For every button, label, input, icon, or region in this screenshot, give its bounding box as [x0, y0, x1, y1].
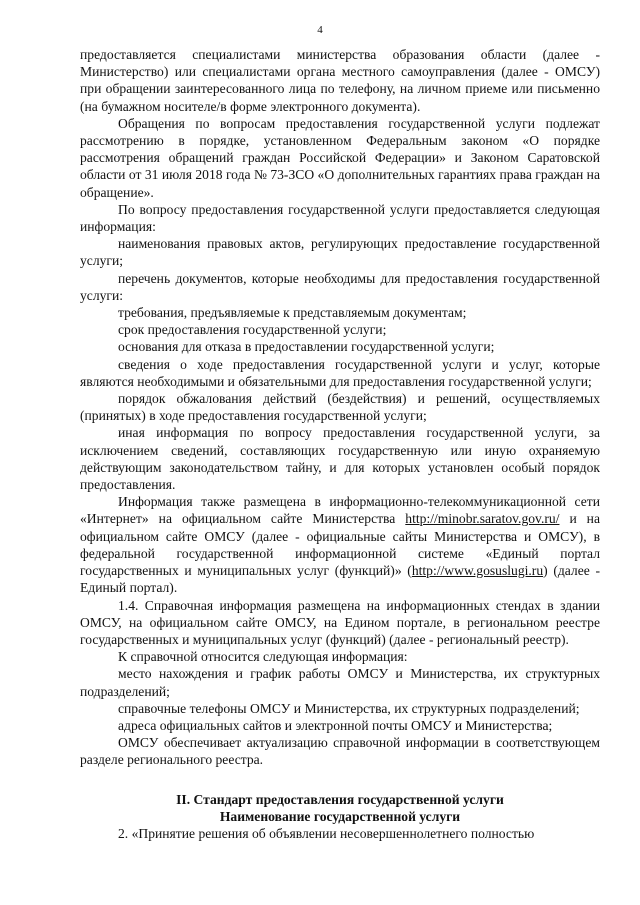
- paragraph: По вопросу предоставления государственной услуги предоставляется следующая информация:: [80, 201, 600, 235]
- list-item: перечень документов, которые необходимы для предоставления государственной услуги:: [80, 270, 600, 303]
- list-item: место нахождения и график работы ОМСУ и Министерства, их структурных подразделений;: [80, 666, 600, 699]
- paragraph-text: и на официальном сайте ОМСУ (далее - официальные сайты Министерства и ОМСУ), в федеральной государственной информационной системе «Единый портал государственных и муниципальных услуг (функций)» (: [80, 511, 600, 579]
- internet-info-paragraph: [80, 493, 600, 596]
- list-item: иная информация по вопросу предоставления государственной услуги, за исключением сведений, составляющих государственную или иную охраняемую действующим законодательством тайну, и для которых установлен особый порядок предоставления.: [80, 425, 600, 493]
- section-title: II. Стандарт предоставления государственной услуги: [176, 791, 504, 807]
- list-item: наименования правовых актов, регулирующих предоставление государственной услуги;: [80, 236, 600, 269]
- paragraph-text: Информация также размещена в информационно-телекоммуникационной сети «Интернет» на официальном сайте Министерства: [80, 494, 600, 527]
- paragraph: Обращения по вопросам предоставления государственной услуги подлежат рассмотрению в порядке, установленном Федеральным законом «О порядке рассмотрения обращений граждан Российской Федерации» и Законом Саратовской области от 31 июля 2018 года № 73-ЗСО «О дополнительных гарантиях права граждан на обращение».: [80, 115, 600, 200]
- list-item: требования, предъявляемые к представляемым документам;: [118, 305, 467, 321]
- document-body: [80, 46, 600, 842]
- list-item: адреса официальных сайтов и электронной почты ОМСУ и Министерства;: [118, 717, 553, 733]
- paragraph: К справочной относится следующая информация:: [118, 649, 408, 665]
- paragraph: 2. «Принятие решения об объявлении несовершеннолетнего полностью: [118, 825, 535, 841]
- list-item: срок предоставления государственной услуги;: [118, 322, 387, 338]
- list-item: основания для отказа в предоставлении государственной услуги;: [118, 339, 495, 355]
- paragraph: ОМСУ обеспечивает актуализацию справочной информации в соответствующем разделе регионального реестра.: [80, 735, 600, 768]
- section-heading: [80, 791, 600, 825]
- page-number: 4: [317, 24, 323, 36]
- paragraph: 1.4. Справочная информация размещена на информационных стендах в здании ОМСУ, на официальном сайте ОМСУ, на Едином портале, в региональном реестре государственных и муниципальных услуг (функций) (далее - региональный реестр).: [80, 597, 600, 647]
- section-subtitle: Наименование государственной услуги: [219, 808, 461, 824]
- list-item: сведения о ходе предоставления государственной услуги и услуг, которые являются необходимыми и обязательными для предоставления государственной услуги;: [80, 356, 600, 389]
- ministry-site-link[interactable]: http://minobr.saratov.gov.ru/: [405, 511, 560, 527]
- list-item: порядок обжалования действий (бездействия) и решений, осуществляемых (принятых) в ходе предоставления государственной услуги;: [80, 391, 600, 424]
- gosuslugi-link[interactable]: http://www.gosuslugi.ru: [411, 563, 544, 579]
- paragraph-text: ) (далее - Единый портал).: [80, 563, 600, 596]
- list-item: справочные телефоны ОМСУ и Министерства, их структурных подразделений;: [118, 700, 580, 716]
- paragraph: предоставляется специалистами министерства образования области (далее - Министерство) или специалистами органа местного самоуправления (далее - ОМСУ) при обращении заинтересованного лица по телефону, на личном приеме или письменно (на бумажном носителе/в форме электронного документа).: [80, 47, 600, 114]
